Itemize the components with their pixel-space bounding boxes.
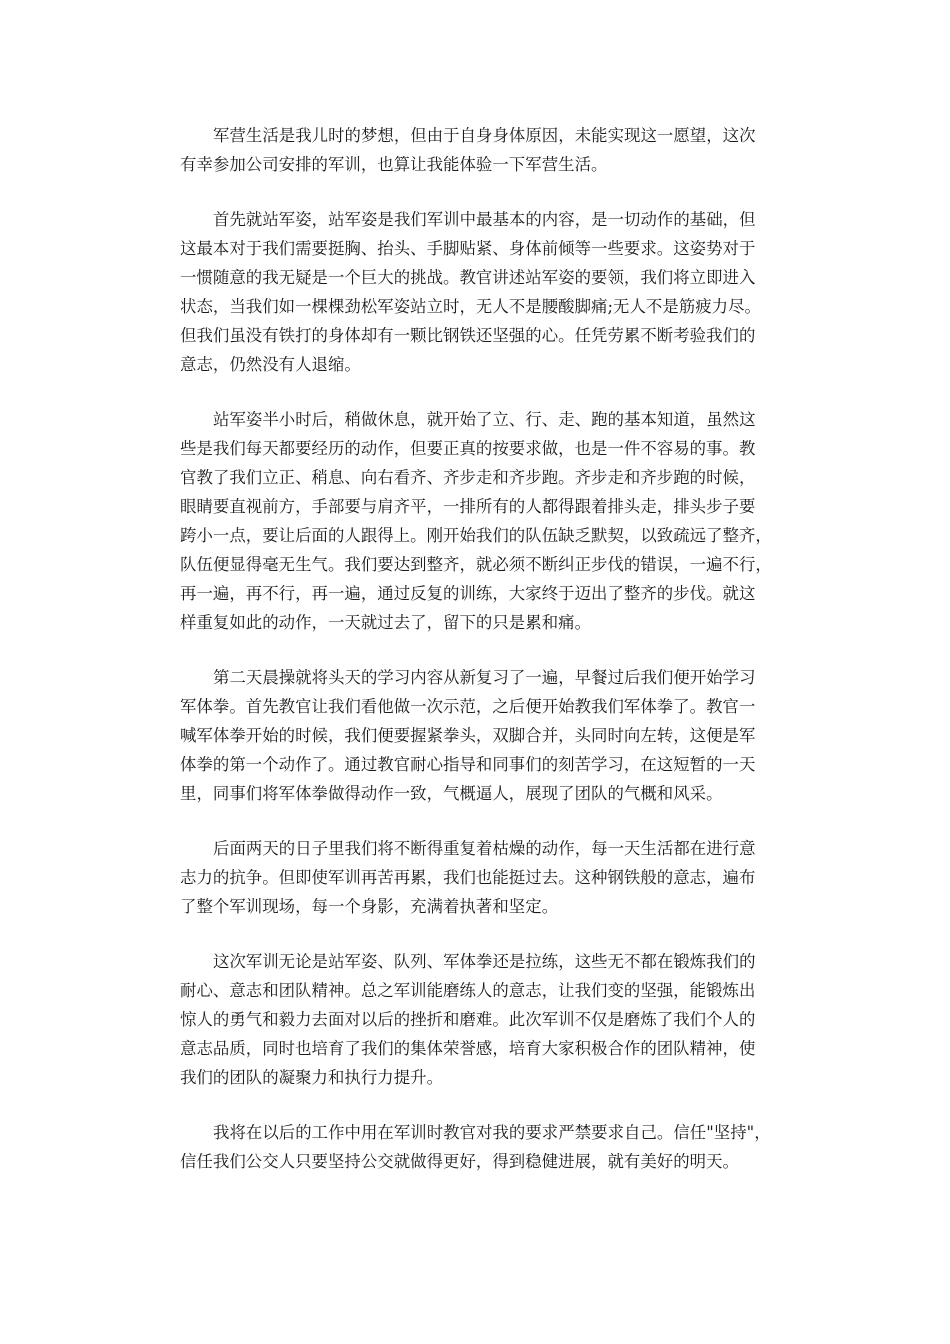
paragraph-4 xyxy=(180,663,780,808)
text-line: 这最本对于我们需要挺胸、抬头、手脚贴紧、身体前倾等一些要求。这姿势对于 xyxy=(180,239,756,258)
text-line: 后面两天的日子里我们将不断得重复着枯燥的动作，每一天生活都在进行意 xyxy=(213,839,756,858)
text-line: 站军姿半小时后，稍做休息，就开始了立、行、走、跑的基本知道，虽然这 xyxy=(213,410,756,429)
paragraph-5 xyxy=(180,834,780,921)
paragraph-7 xyxy=(180,1118,780,1176)
text-line: 我将在以后的工作中用在军训时教官对我的要求严禁要求自己。信任"坚持"， xyxy=(213,1123,771,1142)
text-line: 第二天晨操就将头天的学习内容从新复习了一遍，早餐过后我们便开始学习 xyxy=(213,668,756,687)
text-line: 首先就站军姿，站军姿是我们军训中最基本的内容，是一切动作的基础，但 xyxy=(213,210,756,229)
text-line: 官教了我们立正、稍息、向右看齐、齐步走和齐步跑。齐步走和齐步跑的时候， xyxy=(180,468,756,487)
text-line: 这次军训无论是站军姿、队列、军体拳还是拉练，这些无不都在锻炼我们的 xyxy=(213,952,756,971)
document-body xyxy=(180,121,780,1202)
text-line: 有幸参加公司安排的军训，也算让我能体验一下军营生活。 xyxy=(180,155,608,174)
text-line: 体拳的第一个动作了。通过教官耐心指导和同事们的刻苦学习，在这短暂的一天 xyxy=(180,755,756,774)
text-line: 惊人的勇气和毅力去面对以后的挫折和磨难。此次军训不仅是磨炼了我们个人的 xyxy=(180,1010,756,1029)
text-line: 军营生活是我儿时的梦想，但由于自身身体原因，未能实现这一愿望，这次 xyxy=(213,126,756,145)
text-line: 一惯随意的我无疑是一个巨大的挑战。教官讲述站军姿的要领，我们将立即进入 xyxy=(180,268,756,287)
text-line: 志力的抗争。但即使军训再苦再累，我们也能挺过去。这种钢铁般的意志，遍布 xyxy=(180,868,756,887)
text-line: 状态，当我们如一棵棵劲松军姿站立时，无人不是腰酸脚痛;无人不是筋疲力尽。 xyxy=(180,297,761,316)
text-line: 喊军体拳开始的时候，我们便要握紧拳头，双脚合并，头同时向左转，这便是军 xyxy=(180,726,756,745)
text-line: 信任我们公交人只要坚持公交就做得更好，得到稳健进展，就有美好的明天。 xyxy=(180,1152,739,1171)
text-line: 再一遍，再不行，再一遍，通过反复的训练，大家终于迈出了整齐的步伐。就这 xyxy=(180,584,756,603)
text-line: 但我们虽没有铁打的身体却有一颗比钢铁还坚强的心。任凭劳累不断考验我们的 xyxy=(180,326,756,345)
text-line: 耐心、意志和团队精神。总之军训能磨练人的意志，让我们变的坚强，能锻炼出 xyxy=(180,981,756,1000)
text-line: 意志品质，同时也培育了我们的集体荣誉感，培育大家积极合作的团队精神，使 xyxy=(180,1039,756,1058)
paragraph-2 xyxy=(180,205,780,379)
text-line: 跨小一点，要让后面的人跟得上。刚开始我们的队伍缺乏默契，以致疏远了整齐， xyxy=(180,526,772,545)
text-line: 队伍便显得毫无生气。我们要达到整齐，就必须不断纠正步伐的错误，一遍不行， xyxy=(180,555,772,574)
text-line: 样重复如此的动作，一天就过去了，留下的只是累和痛。 xyxy=(180,613,592,632)
text-line: 军体拳。首先教官让我们看他做一次示范，之后便开始教我们军体拳了。教官一 xyxy=(180,697,756,716)
text-line: 意志，仍然没有人退缩。 xyxy=(180,355,361,374)
text-line: 我们的团队的凝聚力和执行力提升。 xyxy=(180,1068,444,1087)
paragraph-1 xyxy=(180,121,780,179)
paragraph-6 xyxy=(180,947,780,1092)
text-line: 眼睛要直视前方，手部要与肩齐平，一排所有的人都得跟着排头走，排头步子要 xyxy=(180,497,756,516)
paragraph-3 xyxy=(180,405,780,637)
text-line: 里，同事们将军体拳做得动作一致，气概逼人，展现了团队的气概和风采。 xyxy=(180,784,723,803)
text-line: 了整个军训现场，每一个身影，充满着执著和坚定。 xyxy=(180,897,559,916)
text-line: 些是我们每天都要经历的动作，但要正真的按要求做，也是一件不容易的事。教 xyxy=(180,439,756,458)
